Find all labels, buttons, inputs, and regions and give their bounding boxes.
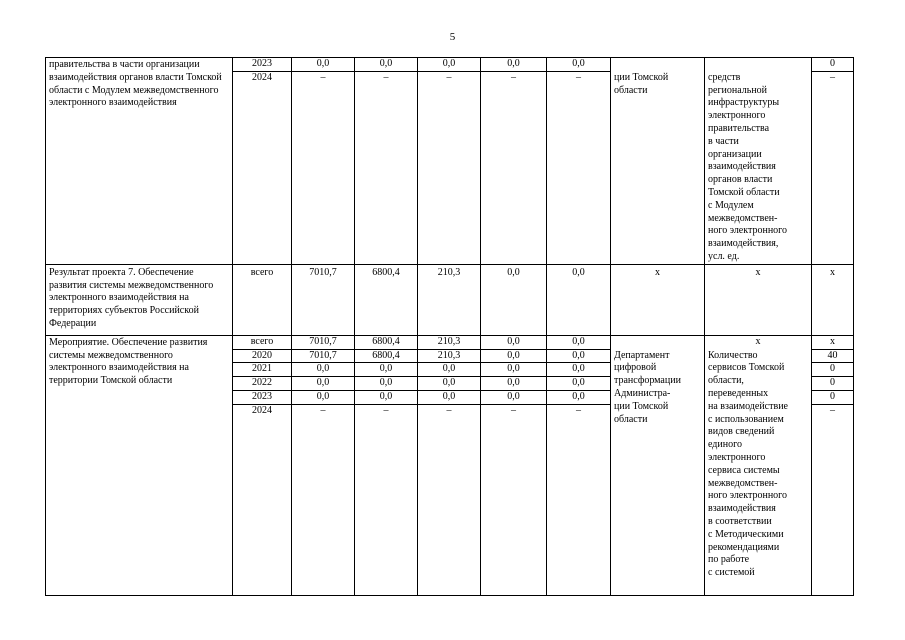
value: 0,0: [547, 363, 610, 377]
value-cell: [547, 58, 611, 265]
value-cell: [418, 335, 481, 595]
value: 0,0: [355, 58, 417, 72]
year: 2021: [233, 363, 291, 377]
indicator-cell: [705, 264, 812, 335]
year-cell: [233, 335, 292, 595]
value-cell: [547, 264, 611, 335]
year: 2023: [233, 391, 291, 405]
activity-name: правительства в части организации взаимодействия органов власти Томской области с Модулем межведомственного электронного взаимодействия: [49, 59, 222, 109]
year: 2022: [233, 377, 291, 391]
value: –: [511, 404, 516, 416]
value: 0,0: [547, 58, 610, 72]
value: 0,0: [481, 58, 546, 72]
indicator-value: 0: [812, 58, 853, 72]
activity-name: Результат проекта 7. Обеспечение развития системы межведомственного электронного взаимодействия на территориях субъектов Российской Федерации: [49, 266, 214, 329]
value-cell: [292, 264, 355, 335]
indicator-value: –: [830, 404, 835, 416]
indicator-value: –: [830, 71, 835, 83]
table-row: [46, 58, 854, 265]
value: 0,0: [481, 391, 546, 405]
indicator-value-cell: [812, 335, 854, 595]
value: 0,0: [292, 391, 354, 405]
executor: Департамент цифровой трансформации Администра- ции Томской области: [614, 349, 681, 425]
value: 0,0: [355, 377, 417, 391]
value-cell: [481, 335, 547, 595]
year: 2024: [252, 404, 272, 416]
indicator-cell: [705, 335, 812, 595]
year: всего: [233, 336, 291, 350]
value: 7010,7: [309, 266, 337, 278]
value: –: [320, 404, 326, 416]
executor: х: [655, 266, 660, 278]
value-cell: [481, 264, 547, 335]
value-cell: [481, 58, 547, 265]
value-cell: [418, 264, 481, 335]
value-cell: [292, 58, 355, 265]
value: 0,0: [547, 350, 610, 364]
indicator-cell: [705, 58, 812, 265]
activity-name: Мероприятие. Обеспечение развития системы межведомственного электронного взаимодействия на территории Томской области: [49, 336, 208, 387]
value: –: [576, 71, 581, 83]
value: 0,0: [292, 363, 354, 377]
value-cell: [355, 264, 418, 335]
value: 0,0: [418, 58, 480, 72]
table-row: [46, 335, 854, 595]
value-cell: [547, 335, 611, 595]
indicator: Количество сервисов Томской области, переведенных на взаимодействие с использованием видов сведений единого электронного сервиса системы межведомствен- ного электронного взаимодействия в соответствии с Методическими рекомендациями по работе с системой: [708, 349, 788, 579]
value: 0,0: [418, 363, 480, 377]
value: 0,0: [418, 391, 480, 405]
value: 0,0: [481, 377, 546, 391]
value: –: [446, 404, 452, 416]
value: –: [446, 71, 452, 83]
indicator: х: [755, 266, 761, 278]
executor-cell: [611, 264, 705, 335]
year-cell: [233, 58, 292, 265]
indicator-value: 40: [812, 350, 853, 364]
value: 0,0: [507, 266, 520, 278]
program-table: [45, 57, 854, 596]
indicator-value-cell: [812, 58, 854, 265]
indicator-head: х: [755, 335, 761, 347]
indicator-value: х: [812, 336, 853, 350]
value: –: [383, 71, 389, 83]
year-cell: [233, 264, 292, 335]
indicator: средств региональной инфраструктуры электронного правительства в части организации взаимодействия органов власти Томской области с Модулем межведомствен- ного электронного взаимодействия, усл. ед.: [708, 71, 788, 262]
executor-cell: [611, 335, 705, 595]
value: 0,0: [572, 266, 585, 278]
activity-name-cell: [46, 264, 233, 335]
year: 2023: [233, 58, 291, 72]
year: 2024: [252, 71, 272, 83]
value: 7010,7: [292, 336, 354, 350]
value: 6800,4: [355, 350, 417, 364]
value: 0,0: [481, 350, 546, 364]
value: 0,0: [547, 377, 610, 391]
activity-name-cell: [46, 335, 233, 595]
value: 7010,7: [292, 350, 354, 364]
value: 210,3: [418, 336, 480, 350]
value: 0,0: [355, 391, 417, 405]
value: –: [511, 71, 516, 83]
value: 0,0: [547, 336, 610, 350]
value: 210,3: [437, 266, 461, 278]
value: –: [383, 404, 389, 416]
executor: ции Томской области: [614, 71, 669, 96]
value: 0,0: [418, 377, 480, 391]
page-number: 5: [449, 31, 456, 43]
value: –: [320, 71, 326, 83]
value-cell: [292, 335, 355, 595]
value: 6800,4: [372, 266, 400, 278]
year: 2020: [233, 350, 291, 364]
value: 0,0: [481, 336, 546, 350]
value: 0,0: [355, 363, 417, 377]
value: 0,0: [292, 377, 354, 391]
table-row: [46, 264, 854, 335]
value: 0,0: [292, 58, 354, 72]
value: 0,0: [547, 391, 610, 405]
indicator-value: 0: [812, 377, 853, 391]
value: 6800,4: [355, 336, 417, 350]
indicator-value-cell: [812, 264, 854, 335]
executor-cell: [611, 58, 705, 265]
value: 210,3: [418, 350, 480, 364]
activity-name-cell: [46, 58, 233, 265]
value-cell: [355, 58, 418, 265]
year: всего: [250, 266, 274, 278]
value: 0,0: [481, 363, 546, 377]
indicator-value: 0: [812, 363, 853, 377]
indicator-value: х: [830, 266, 835, 278]
value-cell: [418, 58, 481, 265]
value: –: [576, 404, 581, 416]
value-cell: [355, 335, 418, 595]
indicator-value: 0: [812, 391, 853, 405]
